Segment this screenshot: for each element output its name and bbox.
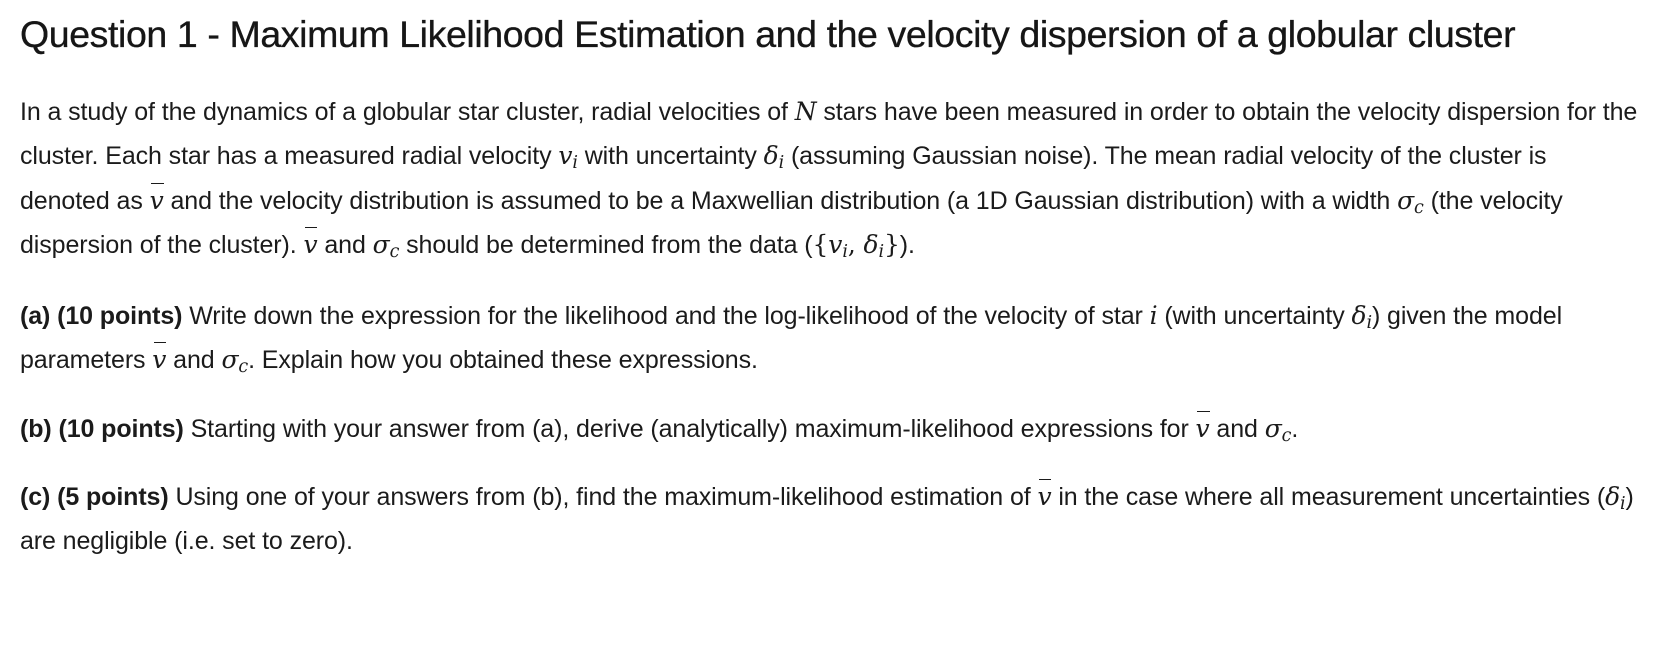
intro-text-6: (the velocity dispersion of the cluster). <box>20 186 1563 259</box>
math-v-i: $v_i$ <box>558 141 578 174</box>
math-i: i <box>1149 301 1158 331</box>
part-c-text-2: in the case where all measurement uncertainties ( <box>1051 483 1606 512</box>
intro-text-8: should be determined from the data ( <box>399 230 813 259</box>
part-b-text-1: Starting with your answer from (a), derive (analytically) maximum-likelihood expressions for <box>183 414 1196 443</box>
part-a-text-4: and <box>166 346 222 375</box>
intro-text-5: and the velocity distribution is assumed to be a Maxwellian distribution (a 1D Gaussian distribution) with a width <box>163 186 1398 215</box>
part-b-label: (b) (10 points) <box>20 414 184 443</box>
math-data-set: {$v_i$, $\delta_i$} <box>812 229 900 262</box>
math-vbar: v <box>152 338 166 382</box>
part-a-text-5: . Explain how you obtained these expressions. <box>248 346 758 375</box>
part-a-text-1: Write down the expression for the likelihood and the log-likelihood of the velocity of star <box>182 302 1150 331</box>
intro-text-7: and <box>317 230 373 259</box>
math-vbar: v <box>150 179 164 223</box>
math-delta-i: $\delta_i$ <box>1351 301 1372 334</box>
part-a-text-2: (with uncertainty <box>1157 302 1352 331</box>
intro-paragraph <box>20 90 1642 267</box>
math-vbar: v <box>1196 407 1210 451</box>
intro-text-4: (assuming Gaussian noise). The mean radial velocity of the cluster is denoted as <box>20 142 1547 215</box>
part-c-label: (c) (5 points) <box>20 483 169 512</box>
math-vbar: v <box>303 223 317 267</box>
part-b-paragraph <box>20 407 1642 451</box>
part-b-text-3: . <box>1291 414 1299 443</box>
part-c-text-1: Using one of your answers from (b), find the maximum-likelihood estimation of <box>168 483 1038 512</box>
math-N: N <box>794 97 817 126</box>
intro-text-1: In a study of the dynamics of a globular star cluster, radial velocities of <box>20 98 795 126</box>
part-a-paragraph <box>20 294 1642 383</box>
intro-text-9: ). <box>899 230 915 259</box>
math-sigma-c: $\sigma_c$ <box>1264 413 1292 446</box>
question-title: Question 1 - Maximum Likelihood Estimation and the velocity dispersion of a globular cluster <box>20 13 1516 55</box>
intro-text-3: with uncertainty <box>577 142 764 171</box>
part-c-paragraph <box>20 475 1642 564</box>
math-delta-i: $\delta_i$ <box>763 141 785 174</box>
part-a-text-3: ) given the model parameters <box>20 302 1563 375</box>
math-delta-i: $\delta_i$ <box>1605 482 1626 514</box>
part-a-label: (a) (10 points) <box>20 302 183 331</box>
part-c-text-3: ) are negligible (i.e. set to zero). <box>20 483 1634 556</box>
math-sigma-c: $\sigma_c$ <box>1397 185 1424 218</box>
intro-text-2: stars have been measured in order to obtain the velocity dispersion for the cluster. Each star has a measured radial velocity <box>20 98 1638 171</box>
part-b-text-2: and <box>1209 414 1265 443</box>
math-sigma-c: $\sigma_c$ <box>221 345 249 378</box>
math-vbar: v <box>1037 475 1051 519</box>
math-sigma-c: $\sigma_c$ <box>372 229 400 262</box>
